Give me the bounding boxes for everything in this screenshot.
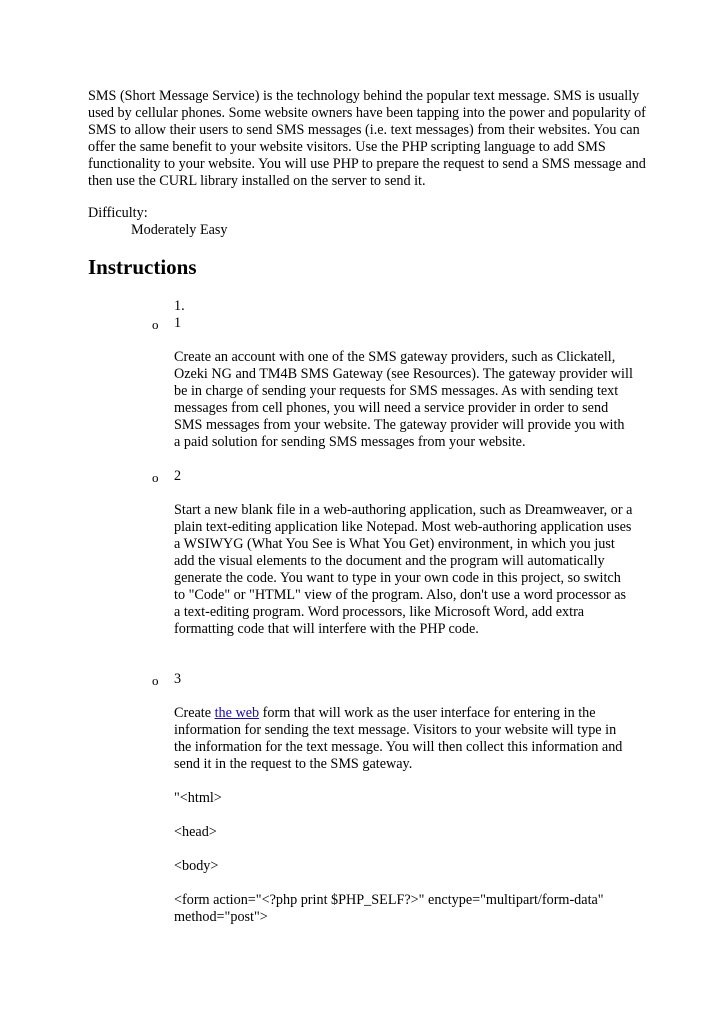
intro-paragraph: SMS (Short Message Service) is the technology behind the popular text message. SMS is usually used by cellular phones. Some website owners have been tapping into the power and popularity of SMS to allow their users to send SMS messages (i.e. text messages) from their websites. You can offer the same benefit to your website visitors. Use the PHP scripting language to add SMS functionality to your website. You will use PHP to prepare the request to send a SMS message and then use the CURL library installed on the server to send it. xyxy=(88,88,646,189)
list-number: 1. xyxy=(174,298,185,314)
instructions-heading: Instructions xyxy=(88,255,197,279)
the-web-link[interactable]: the web xyxy=(214,705,260,721)
step-3-text-after-link: form that will work as the user interface for entering in the information for sending the text message. Visitors to your website will type in the information for the text message. You will then collect this information and send it in the request to the SMS gateway. xyxy=(174,705,623,772)
difficulty-label: Difficulty: xyxy=(88,205,148,221)
code-line-html: "<html> xyxy=(174,790,222,806)
step-2-number: 2 xyxy=(174,468,182,484)
step-3-text xyxy=(174,705,634,773)
step-3-number: 3 xyxy=(174,671,182,687)
step-2-text: Start a new blank file in a web-authoring application, such as Dreamweaver, or a plain text-editing application like Notepad. Most web-authoring application uses a WSIWYG (What You See is What You Get) environment, in which you just add the visual elements to the document and the program will automatically generate the code. You want to type in your own code in this project, so switch to "Code" or "HTML" view of the program. Also, don't use a word processor as a text-editing program. Word processors, like Microsoft Word, add extra formatting code that will interfere with the PHP code. xyxy=(174,502,633,637)
step-1-number: 1 xyxy=(174,315,182,331)
code-line-body: <body> xyxy=(174,858,219,874)
step-1-bullet-icon: o xyxy=(152,317,159,332)
step-2-bullet-icon: o xyxy=(152,470,159,485)
code-line-head: <head> xyxy=(174,824,217,840)
code-line-form: <form action="<?php print $PHP_SELF?>" enctype="multipart/form-data" method="post"> xyxy=(174,892,604,925)
difficulty-value: Moderately Easy xyxy=(131,222,228,238)
step-3-bullet-icon: o xyxy=(152,673,159,688)
step-3-text-before-link: Create xyxy=(174,705,215,721)
step-1-text: Create an account with one of the SMS gateway providers, such as Clickatell, Ozeki NG and TM4B SMS Gateway (see Resources). The gateway provider will be in charge of sending your requests for SMS messages. As with sending text messages from cell phones, you will need a service provider in order to send SMS messages from your website. The gateway provider will provide you with a paid solution for sending SMS messages from your website. xyxy=(174,349,633,450)
